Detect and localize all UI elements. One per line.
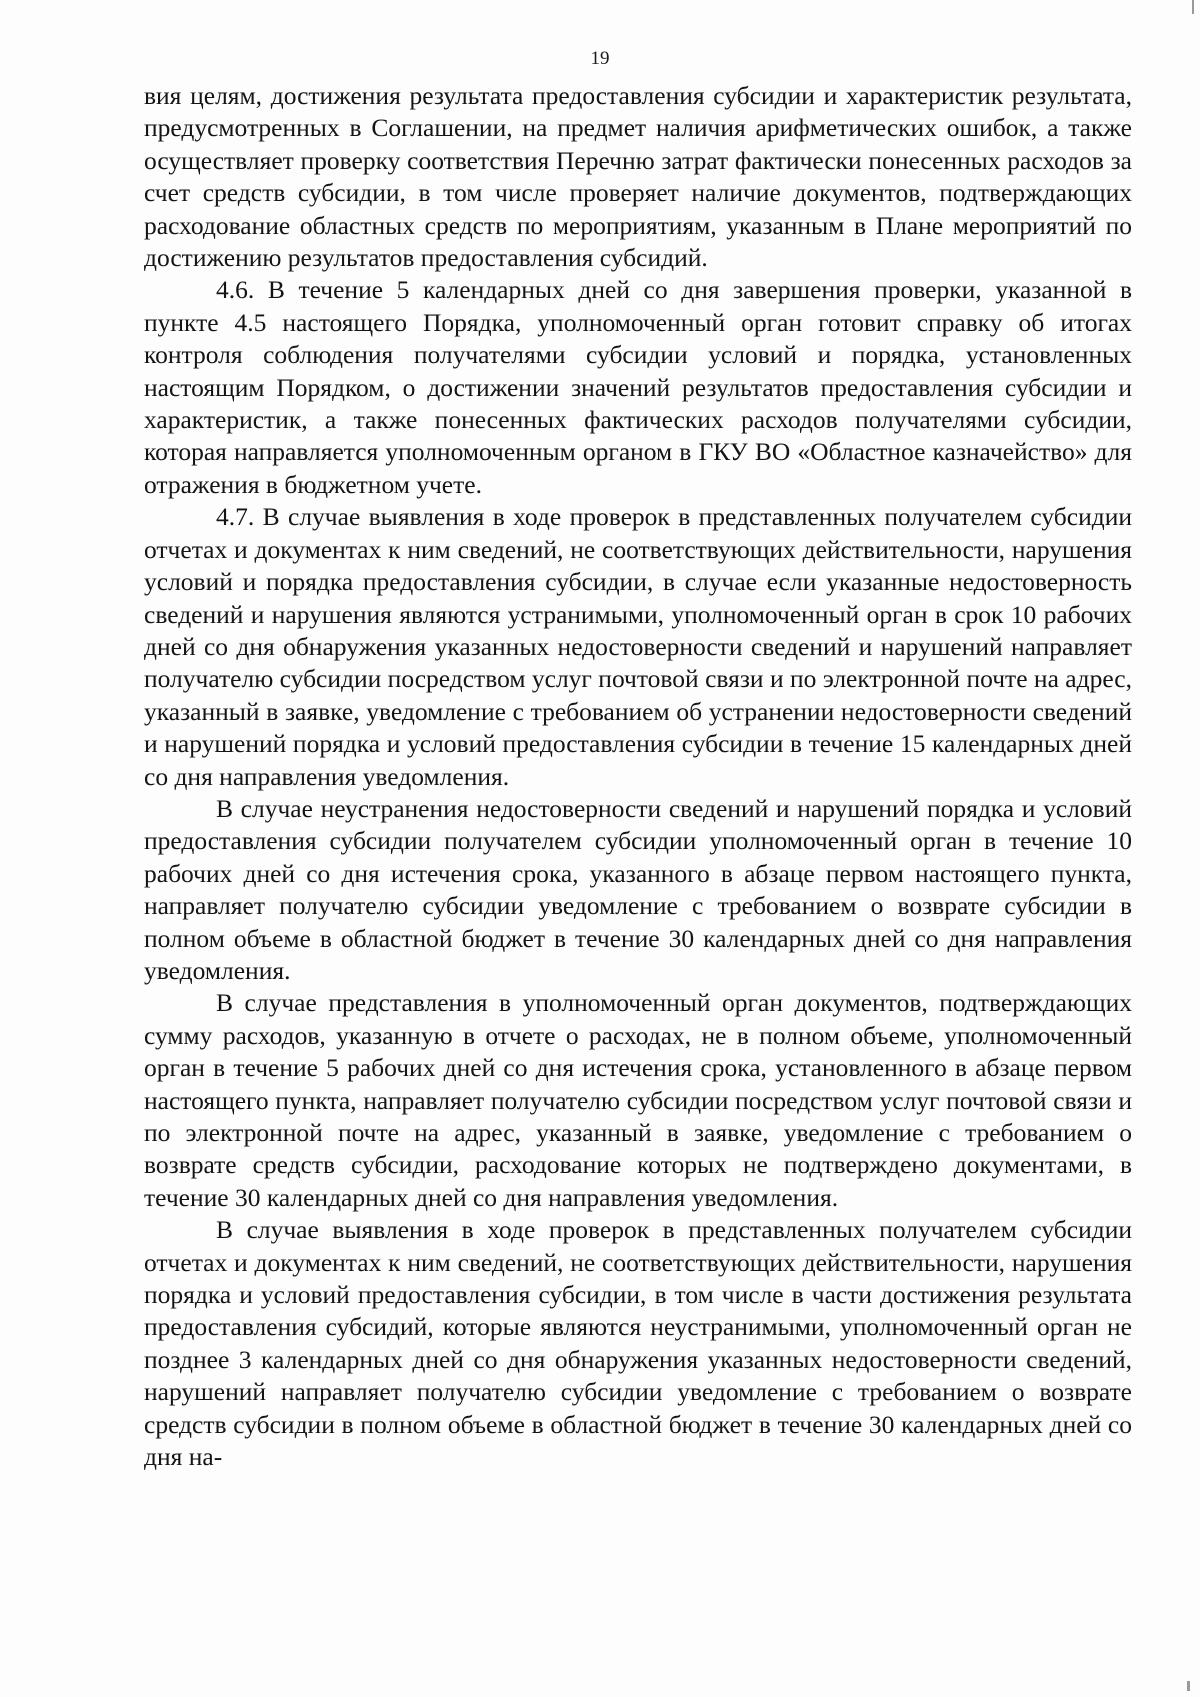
scan-artifact-bottom-right [1187,1681,1190,1691]
paragraph-4-6: 4.6. В течение 5 календарных дней со дня завершения проверки, указанной в пункте 4.5 настоящего Порядка, уполномоченный орган готовит справку об итогах контроля соблюдения получателями субсидии условий и порядка, установленных настоящим Порядком, о достижении значений результатов предоставления субсидии и характеристик, а также понесенных фактических расходов получателями субсидии, которая направляется уполномоченным органом в ГКУ ВО «Областное казначейство» для отражения в бюджетном учете. [144,275,1132,499]
paragraph-non-elimination: В случае неустранения недостоверности сведений и нарушений порядка и условий предоставления субсидии получателем субсидии уполномоченный орган в течение 10 рабочих дней со дня истечения срока, указанного в абзаце первом настоящего пункта, направляет получателю субсидии уведомление с требованием о возврате субсидии в полном объеме в областной бюджет в течение 30 календарных дней со дня направления уведомления. [144,793,1132,985]
paragraph-continuation: вия целям, достижения результата предоставления субсидии и характеристик результата, предусмотренных в Соглашении, на предмет наличия арифметических ошибок, а также осуществляет проверку соответствия Перечню затрат фактически понесенных расходов за счет средств субсидии, в том числе проверяет наличие документов, подтверждающих расходование областных средств по мероприятиям, указанным в Плане мероприятий по достижению результатов предоставления субсидий. [144,81,1132,273]
paragraph-4-7: 4.7. В случае выявления в ходе проверок в представленных получателем субсидии отчетах и документах к ним сведений, не соответствующих действительности, нарушения условий и порядка предоставления субсидии, в случае если указанные недостоверность сведений и нарушения являются устранимыми, уполномоченный орган в срок 10 рабочих дней со дня обнаружения указанных недостоверности сведений и нарушений направляет получателю субсидии посредством услуг почтовой связи и по электронной почте на адрес, указанный в заявке, уведомление с требованием об устранении недостоверности сведений и нарушений порядка и условий предоставления субсидии в течение 15 календарных дней со дня направления уведомления. [144,502,1132,791]
paragraph-irremovable-violations: В случае выявления в ходе проверок в представленных получателем субсидии отчетах и документах к ним сведений, не соответствующих действительности, нарушения порядка и условий предоставления субсидии, в том числе в части достижения результата предоставления субсидий, которые являются неустранимыми, уполномоченный орган не позднее 3 календарных дней со дня обнаружения указанных недостоверности сведений, нарушений направляет получателю субсидии уведомление с требованием о возврате средств субсидии в полном объеме в областной бюджет в течение 30 календарных дней со дня на- [144,1215,1132,1472]
page-number: 19 [590,48,610,69]
scan-artifact-top-right [1192,0,1194,14]
paragraph-incomplete-documents: В случае представления в уполномоченный орган документов, подтверждающих сумму расходов, указанную в отчете о расходах, не в полном объеме, уполномоченный орган в течение 5 рабочих дней со дня истечения срока, установленного в абзаце первом настоящего пункта, направляет получателю субсидии посредством услуг почтовой связи и по электронной почте на адрес, указанный в заявке, уведомление с требованием о возврате средств субсидии, расходование которых не подтверждено документами, в течение 30 календарных дней со дня направления уведомления. [144,988,1132,1212]
document-body [144,80,1132,1473]
